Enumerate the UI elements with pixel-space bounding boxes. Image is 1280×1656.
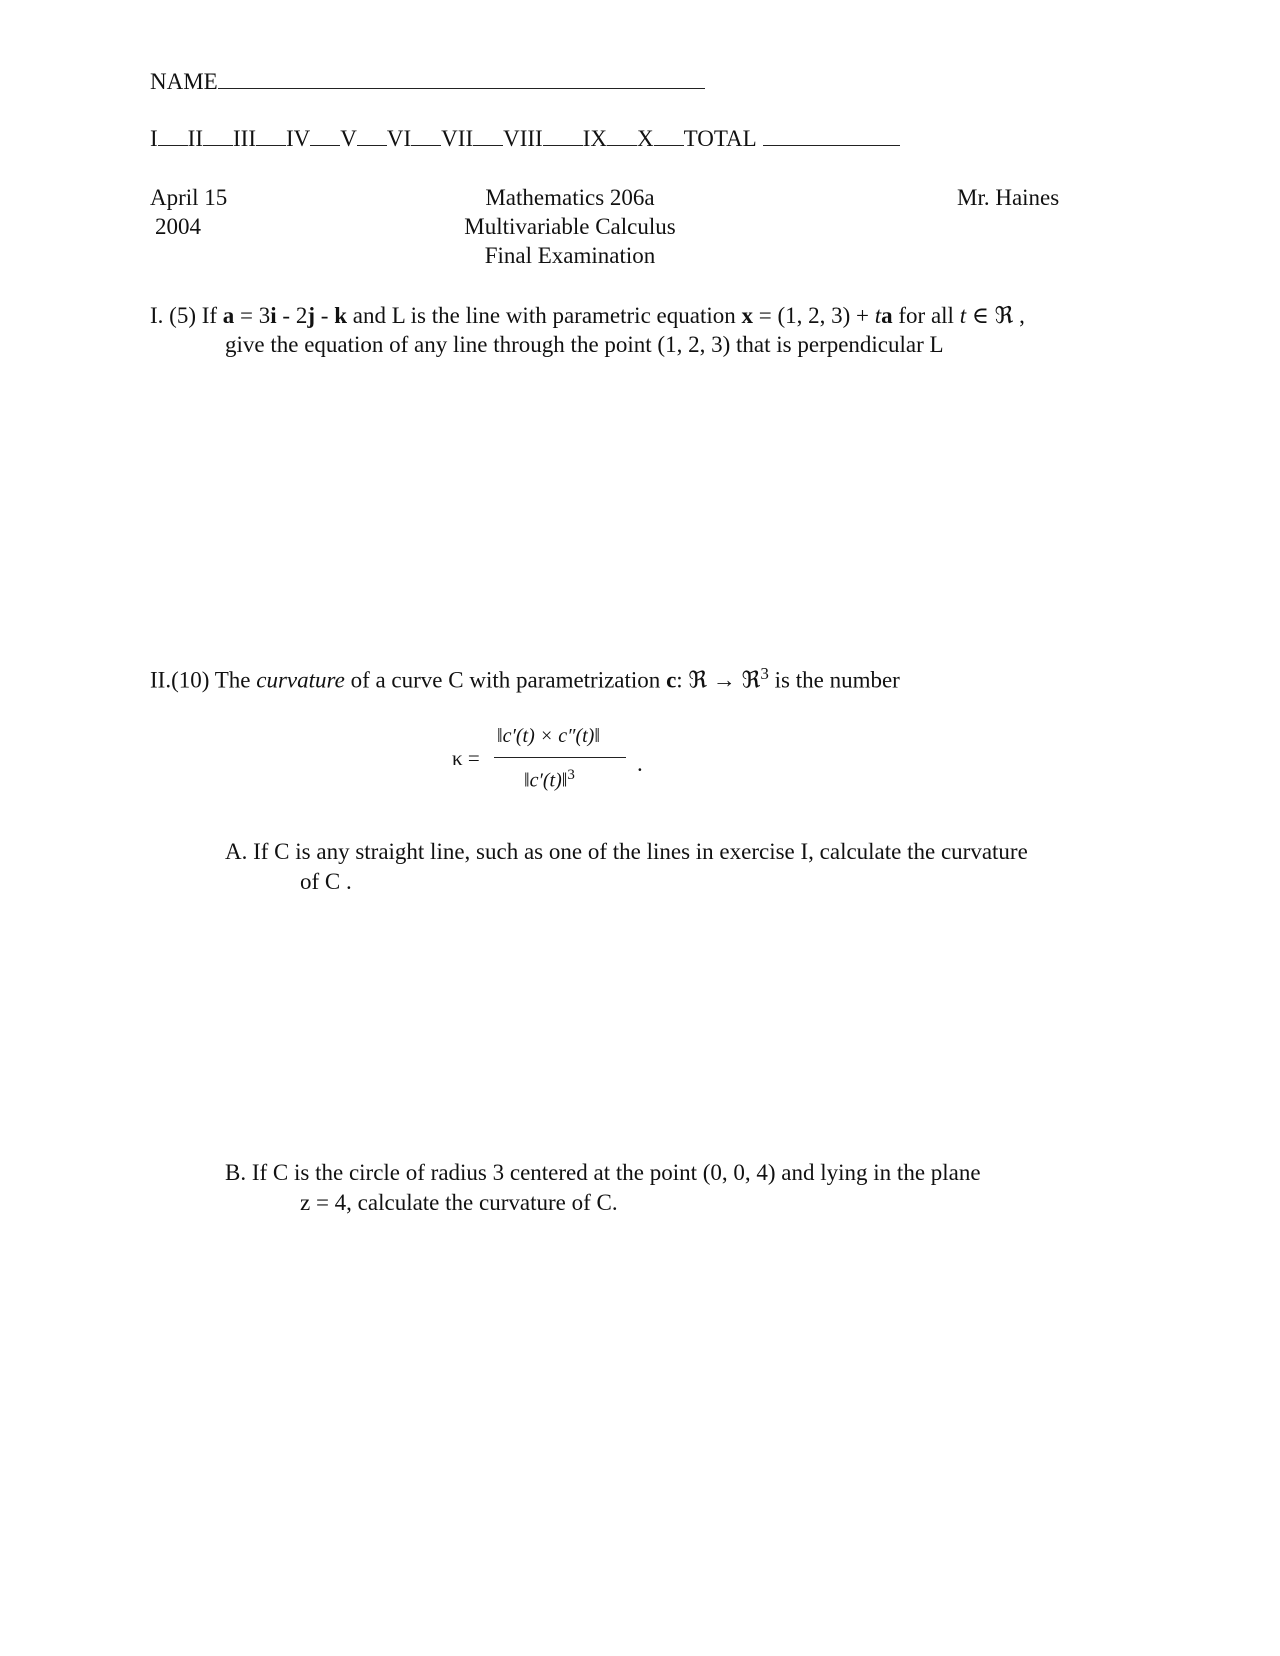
score-label-x: X xyxy=(636,126,654,151)
eq-a: = 3 xyxy=(234,303,271,328)
score-blank-total[interactable] xyxy=(763,127,900,146)
score-blank-x[interactable] xyxy=(654,127,684,146)
problem-1-line-2: give the equation of any line through the point (1, 2, 3) that is perpendicular L xyxy=(225,332,944,357)
score-blank-v[interactable] xyxy=(357,127,387,146)
course-line-3: Final Examination xyxy=(484,243,656,268)
course-info xyxy=(430,186,710,267)
problem-2-label: II.(10) The xyxy=(150,667,257,693)
score-row xyxy=(150,127,900,150)
exponent-3: 3 xyxy=(760,664,769,683)
score-label-v: V xyxy=(340,126,357,151)
eq-x: = (1, 2, 3) + xyxy=(752,303,875,328)
date-line-1: April 15 xyxy=(150,185,228,210)
score-label-vi: VI xyxy=(386,126,412,151)
vector-x: x xyxy=(741,303,753,328)
part-a-line-2: of C . xyxy=(300,869,352,894)
score-label-iii: III xyxy=(233,126,256,151)
param-t-2: t xyxy=(959,303,967,328)
problem-2-line-1 xyxy=(150,665,900,692)
part-a-line-1: A. If C is any straight line, such as one of the lines in exercise I, calculate the curvature xyxy=(225,839,1028,864)
minus-2: - 2 xyxy=(276,303,308,328)
course-line-1: Mathematics 206a xyxy=(485,185,655,210)
name-row xyxy=(150,70,705,93)
formula-fraction-bar xyxy=(494,757,626,758)
unit-j: j xyxy=(307,303,316,328)
score-blank-ii[interactable] xyxy=(203,127,233,146)
formula-period: . xyxy=(637,751,643,776)
formula-numerator: ‖c′(t) × c″(t)‖ xyxy=(497,725,600,747)
unit-k: k xyxy=(334,303,347,328)
score-blank-iii[interactable] xyxy=(256,127,286,146)
problem-1-label: I. (5) If xyxy=(150,303,218,328)
name-label: NAME xyxy=(150,69,218,94)
kappa-symbol: κ = xyxy=(452,746,480,770)
score-blank-ix[interactable] xyxy=(607,127,637,146)
score-label-total: TOTAL xyxy=(683,126,757,151)
score-label-vii: VII xyxy=(441,126,474,151)
problem-1-text: and L is the line with parametric equation xyxy=(346,303,742,328)
exam-date xyxy=(150,186,227,238)
score-label-ix: IX xyxy=(582,126,607,151)
problem-1-line-1 xyxy=(150,304,1025,327)
param-t: t xyxy=(874,303,882,328)
formula-denominator xyxy=(524,768,575,791)
score-blank-iv[interactable] xyxy=(310,127,340,146)
problem-2-text-2: is the number xyxy=(768,667,900,693)
vector-a-2: a xyxy=(881,303,893,328)
problem-2-text-1: of a curve C with parametrization xyxy=(344,667,667,693)
for-all: for all xyxy=(892,303,960,328)
instructor: Mr. Haines xyxy=(957,185,1060,210)
score-label-viii: VIII xyxy=(503,126,543,151)
denominator-text: ‖c′(t)‖ xyxy=(524,769,568,792)
score-blank-viii[interactable] xyxy=(543,127,583,146)
curvature-term: curvature xyxy=(256,667,345,693)
part-b-line-1: B. If C is the circle of radius 3 centered at the point (0, 0, 4) and lying in the plane xyxy=(225,1160,981,1185)
denominator-exponent: 3 xyxy=(567,767,575,783)
score-label-iv: IV xyxy=(285,126,311,151)
map-text: : ℜ → ℜ xyxy=(676,667,761,693)
name-field[interactable] xyxy=(218,70,705,89)
score-label-i: I xyxy=(150,126,158,151)
minus: - xyxy=(315,303,335,328)
vector-a: a xyxy=(222,303,235,328)
score-blank-i[interactable] xyxy=(158,127,188,146)
param-c: c xyxy=(666,667,677,693)
date-line-2: 2004 xyxy=(155,214,201,239)
score-blank-vii[interactable] xyxy=(473,127,503,146)
score-label-ii: II xyxy=(187,126,203,151)
part-b-line-2: z = 4, calculate the curvature of C. xyxy=(300,1190,618,1215)
unit-i: i xyxy=(270,303,277,328)
score-blank-vi[interactable] xyxy=(411,127,441,146)
in-reals: ∈ ℜ , xyxy=(966,303,1025,328)
course-line-2: Multivariable Calculus xyxy=(464,214,676,239)
